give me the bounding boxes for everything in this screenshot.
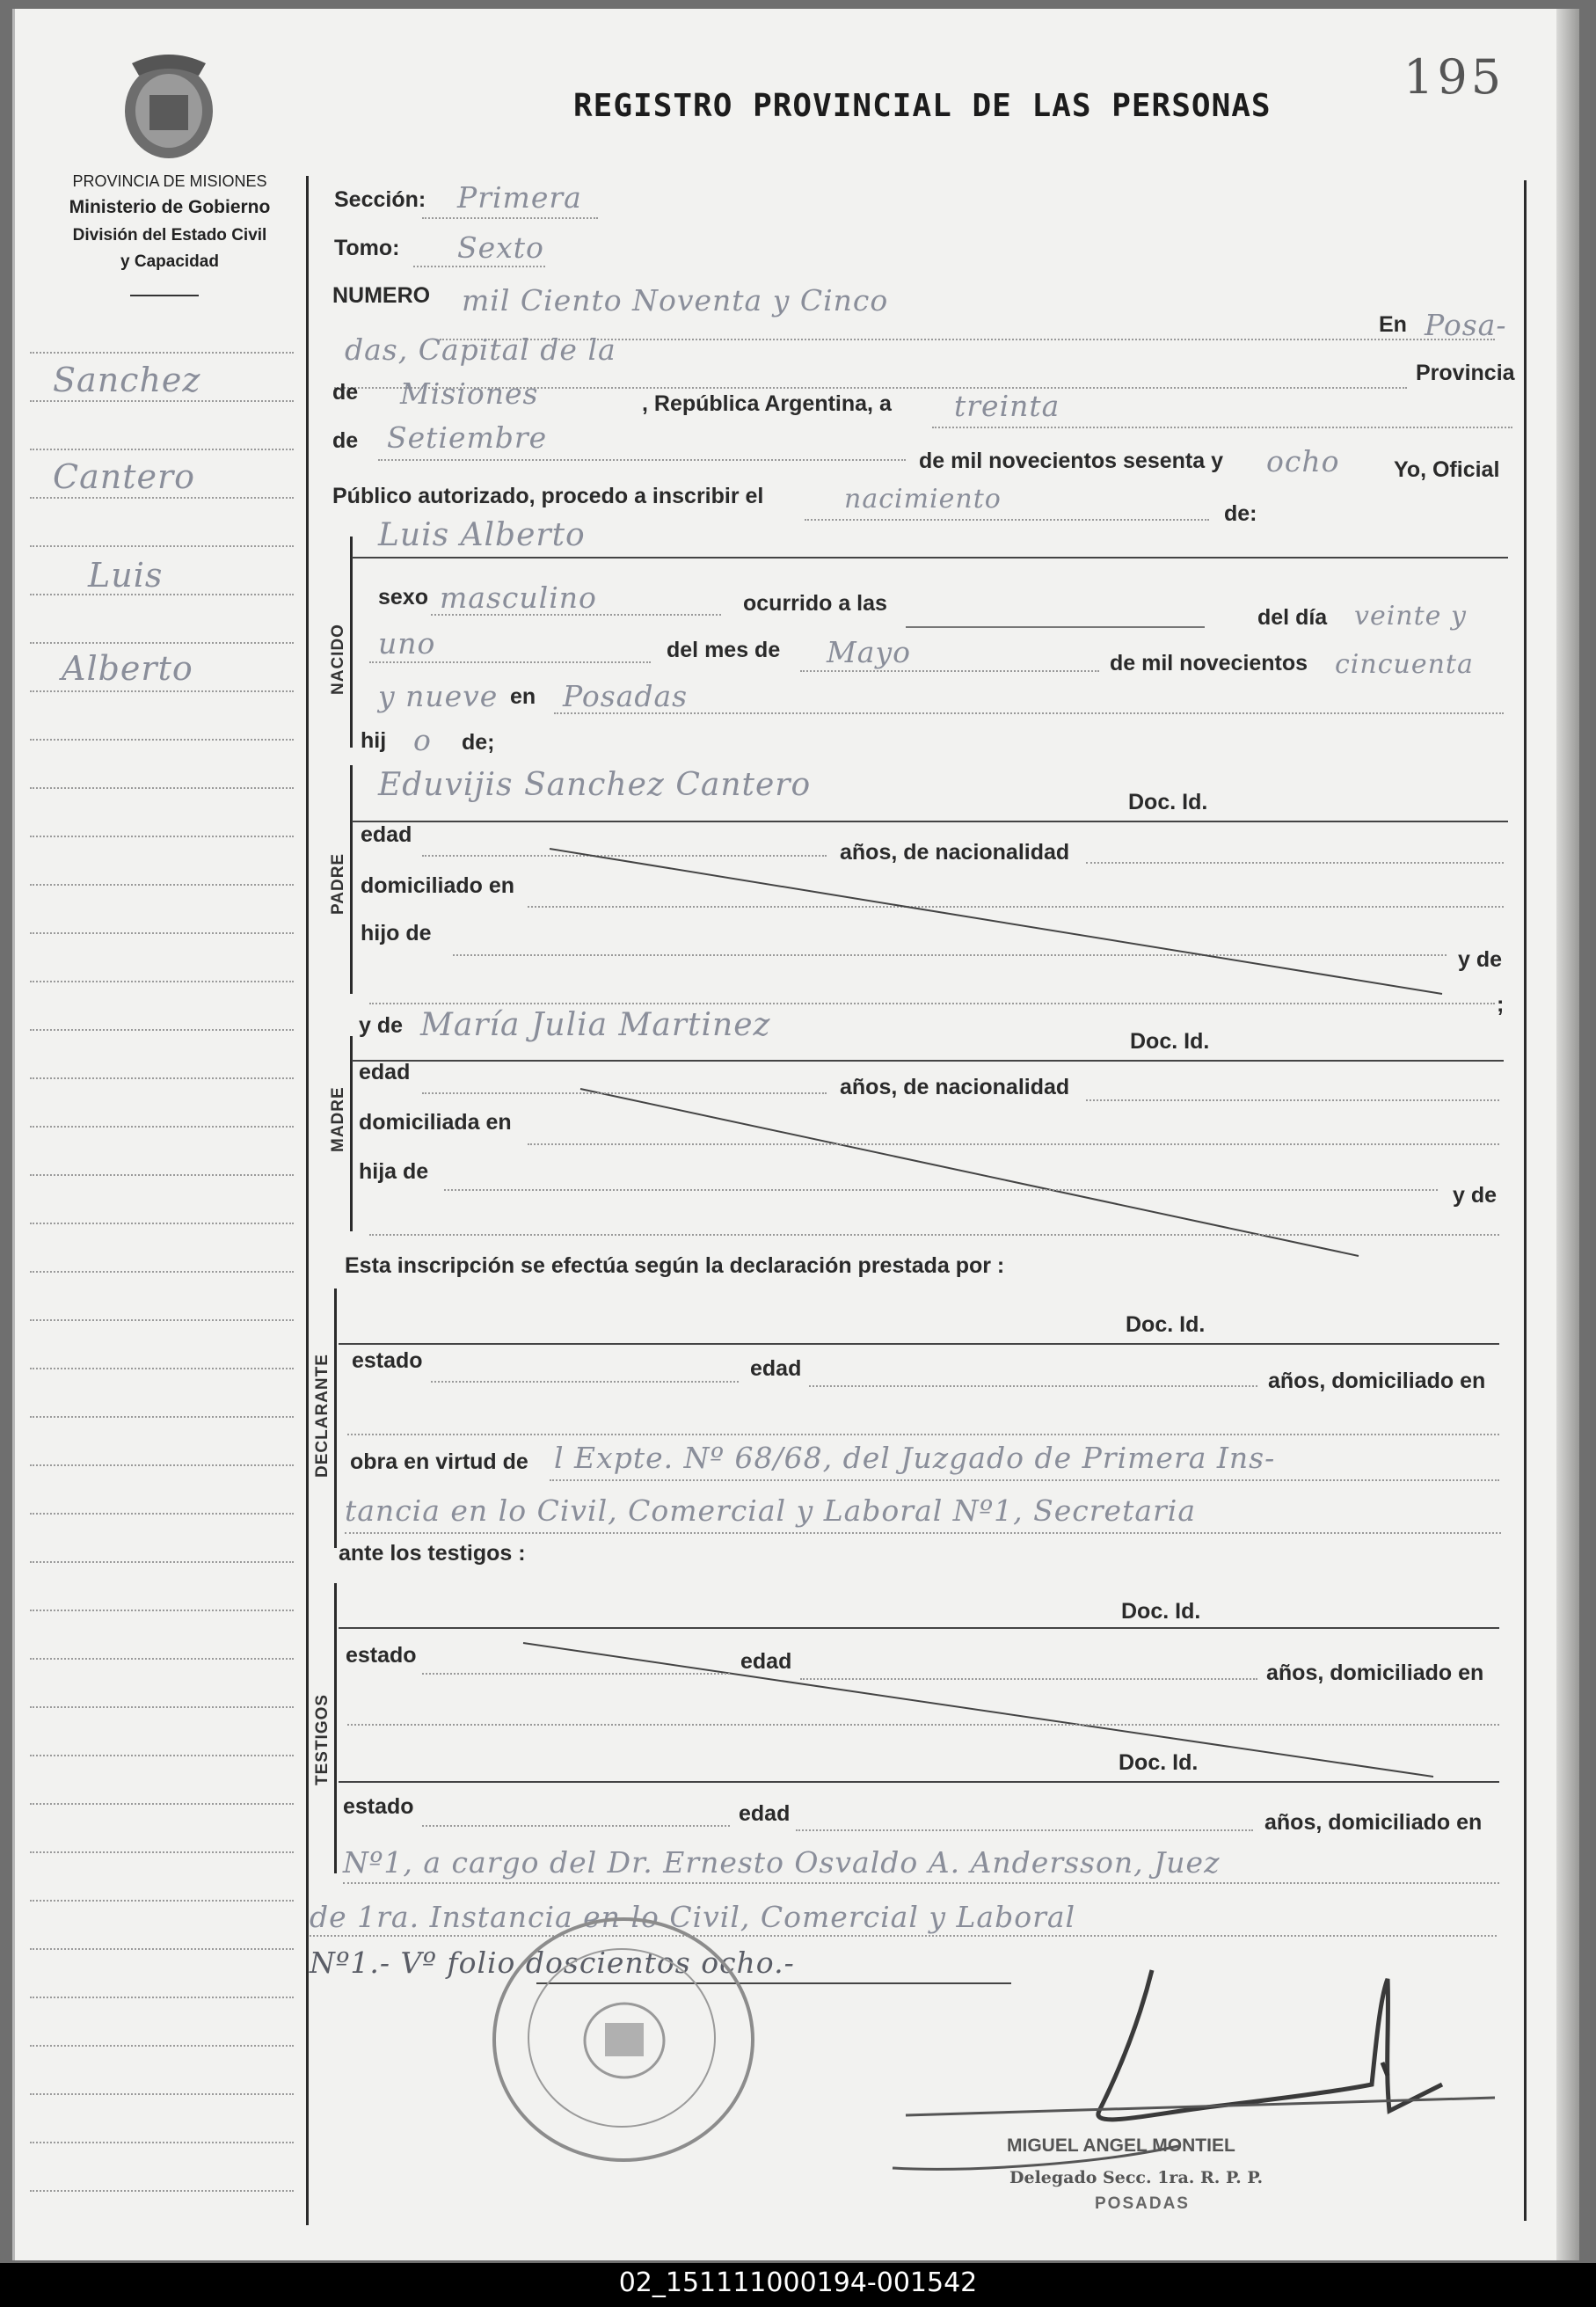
madre-section-label: MADRE (329, 1086, 347, 1152)
document-title: REGISTRO PROVINCIAL DE LAS PERSONAS (573, 88, 1272, 124)
header-division: División del Estado Civil (72, 226, 267, 245)
continuation-line2: de 1ra. Instancia en lo Civil, Comercial y Laboral (310, 1900, 1076, 1934)
continuation-line1: Nº1, a cargo del Dr. Ernesto Osvaldo A. Andersson, Juez (343, 1845, 1221, 1880)
numero-label: NUMERO (332, 283, 431, 308)
signature-name: MIGUEL ANGEL MONTIEL (1007, 2135, 1235, 2156)
declarante-estado: estado (352, 1348, 423, 1373)
testigo1-docid: Doc. Id. (1121, 1599, 1201, 1624)
year-value: ocho (1266, 444, 1340, 478)
padre-y-de: y de (1458, 947, 1503, 972)
padre-anos: años, de nacionalidad (840, 840, 1070, 865)
declarante-anos: años, domiciliado en (1268, 1369, 1486, 1393)
padre-docid: Doc. Id. (1128, 790, 1208, 814)
madre-yde: y de (359, 1013, 404, 1038)
testigo1-anos: años, domiciliado en (1266, 1661, 1484, 1685)
madre-name: María Julia Martinez (420, 1007, 771, 1043)
sexo-label: sexo (378, 585, 428, 610)
provincia-label: Provincia (1416, 361, 1515, 385)
declarante-section-label: DECLARANTE (313, 1354, 332, 1478)
testigos-intro: ante los testigos : (339, 1541, 526, 1566)
padre-semicolon: ; (1497, 992, 1505, 1017)
sexo-value: masculino (440, 580, 597, 615)
padre-section-label: PADRE (329, 852, 347, 915)
testigos-section-label: TESTIGOS (313, 1693, 332, 1785)
nacido-de-label: de; (462, 730, 495, 755)
declarante-obra-value: l Expte. Nº 68/68, del Juzgado de Primera Ins- (554, 1441, 1276, 1475)
ocurrido-label: ocurrido a las (743, 591, 887, 616)
header-ministry: Ministerio de Gobierno (69, 197, 271, 217)
continuation-line3: Nº1.- Vº folio doscientos ocho.- (310, 1946, 795, 1980)
nacido-mil-label: de mil novecientos (1110, 651, 1308, 675)
en-nacido-label: en (510, 684, 536, 709)
madre-docid: Doc. Id. (1130, 1029, 1210, 1054)
padre-edad: edad (361, 822, 412, 847)
en-value: Posa- (1425, 308, 1507, 342)
madre-edad: edad (359, 1060, 411, 1084)
de3-label: de: (1224, 501, 1257, 526)
footer-id: 02_151111000194-001542 (618, 2267, 978, 2298)
dia-value2: uno (378, 626, 436, 661)
dia-value: veinte y (1354, 601, 1467, 632)
anio-value: cincuenta (1335, 649, 1474, 680)
testigo2-edad: edad (739, 1801, 791, 1826)
padre-name: Eduvijis Sanchez Cantero (378, 767, 812, 803)
republica-label: , República Argentina, a (642, 391, 892, 416)
signature-city: POSADAS (1095, 2194, 1190, 2213)
madre-hija-de: hija de (359, 1159, 429, 1184)
nacido-name: Luis Alberto (378, 517, 586, 553)
signature-role: Delegado Secc. 1ra. R. P. P. (1009, 2168, 1264, 2187)
nacido-mes-value: Mayo (827, 635, 911, 669)
margin-name-2: Cantero (53, 457, 196, 496)
mil-label: de mil novecientos sesenta y (919, 449, 1223, 473)
madre-domiciliada: domiciliada en (359, 1110, 512, 1135)
de-value: Misiones (400, 376, 539, 411)
publico-label: Público autorizado, procedo a inscribir el (332, 484, 764, 508)
nacido-section-label: NACIDO (329, 624, 347, 695)
declarante-obra: obra en virtud de (350, 1449, 528, 1474)
declarante-docid: Doc. Id. (1126, 1312, 1206, 1337)
dia-label: del día (1257, 605, 1328, 630)
declarante-obra-value2: tancia en lo Civil, Comercial y Laboral Nº1, Secretaria (345, 1493, 1197, 1528)
acto-value: nacimiento (844, 484, 1002, 515)
margin-name-3: Luis (88, 556, 164, 595)
testigo2-anos: años, domiciliado en (1264, 1810, 1483, 1835)
testigo1-estado: estado (346, 1643, 417, 1668)
declarante-edad: edad (750, 1356, 802, 1381)
de-label: de (332, 380, 359, 405)
numero-value: mil Ciento Noventa y Cinco (462, 283, 889, 318)
hij-label: hij (361, 728, 387, 753)
de2-label: de (332, 428, 359, 453)
a-value: treinta (954, 389, 1060, 423)
yo-label: Yo, Oficial (1394, 457, 1500, 482)
madre-anos: años, de nacionalidad (840, 1075, 1070, 1099)
padre-domiciliado: domiciliado en (361, 873, 515, 898)
lugar-value: Posadas (563, 679, 689, 713)
tomo-label: Tomo: (334, 236, 400, 260)
hij-value: o (413, 723, 432, 757)
testigo2-estado: estado (343, 1794, 414, 1819)
en-label: En (1379, 312, 1407, 337)
testigo2-docid: Doc. Id. (1119, 1750, 1199, 1775)
seccion-label: Sección: (334, 187, 426, 212)
declaracion-text: Esta inscripción se efectúa según la declaración prestada por : (345, 1253, 1005, 1278)
page-number: 195 (1403, 49, 1505, 105)
mes-label: del mes de (667, 638, 781, 662)
tomo-value: Sexto (457, 230, 544, 265)
testigo1-edad: edad (740, 1649, 792, 1674)
line2-value: das, Capital de la (345, 332, 616, 367)
header-province: PROVINCIA DE MISIONES (72, 172, 267, 190)
margin-name-4: Alberto (62, 649, 193, 688)
padre-hijo-de: hijo de (361, 921, 432, 945)
seccion-value: Primera (457, 180, 582, 215)
madre-y-de: y de (1453, 1183, 1498, 1208)
margin-name-1: Sanchez (53, 361, 201, 399)
anio-value2: y nueve (378, 679, 499, 713)
mes-value: Setiembre (387, 420, 548, 455)
header-capacity: y Capacidad (120, 252, 219, 271)
